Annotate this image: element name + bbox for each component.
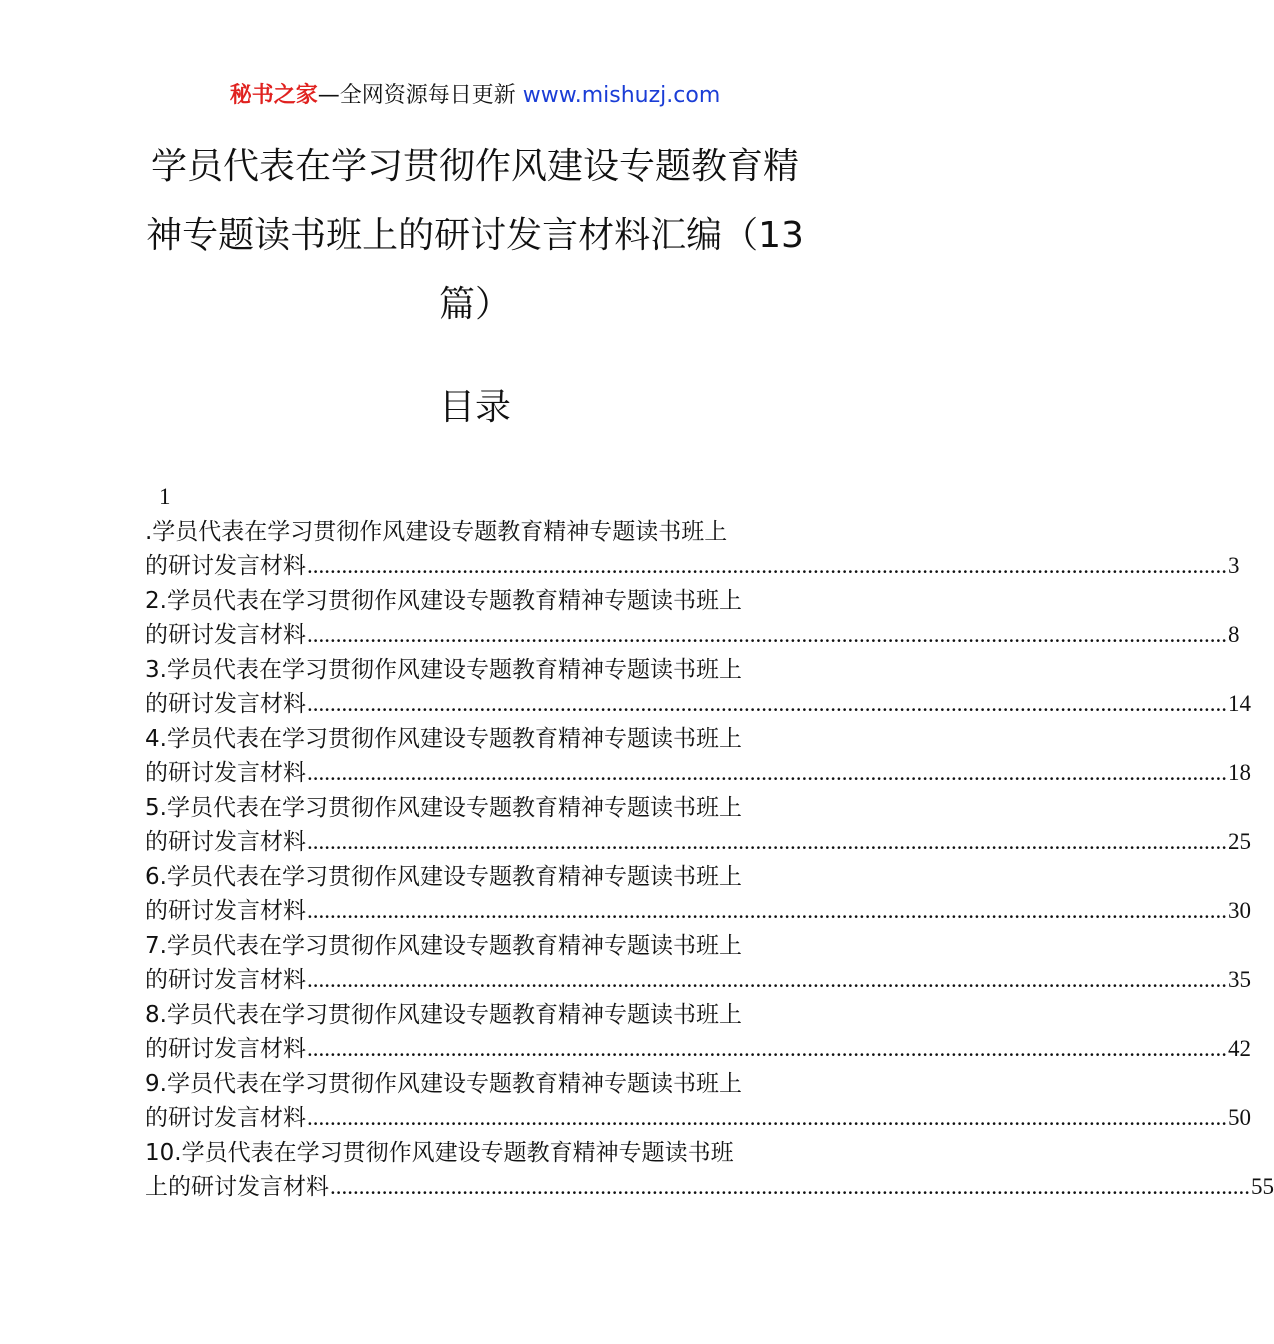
toc-entry-title-cont: 的研讨发言材料 xyxy=(145,622,306,648)
toc-entry-title-cont: 的研讨发言材料 xyxy=(145,553,306,579)
toc-entry-title-cont: 上的研讨发言材料 xyxy=(145,1174,329,1200)
toc-entry-title-cont: 的研讨发言材料 xyxy=(145,1036,306,1062)
site-header xyxy=(0,80,950,112)
toc-entry-title[interactable]: 2.学员代表在学习贯彻作风建设专题教育精神专题读书班上 xyxy=(145,587,742,614)
toc-dot-leader: ................................................................................................................................................................ xyxy=(307,622,1227,647)
toc-entry-title[interactable]: 5.学员代表在学习贯彻作风建设专题教育精神专题读书班上 xyxy=(145,794,742,821)
toc-dot-leader: ................................................................................................................................................................ xyxy=(307,1036,1227,1061)
document-title-line-2: 神专题读书班上的研讨发言材料汇编（13 xyxy=(146,215,804,256)
toc-entry-title-cont: 的研讨发言材料 xyxy=(145,691,306,717)
toc-page-number: 42 xyxy=(1228,1036,1251,1061)
toc-entry-title[interactable]: 4.学员代表在学习贯彻作风建设专题教育精神专题读书班上 xyxy=(145,725,742,752)
toc-entry-title-cont: 的研讨发言材料 xyxy=(145,1105,306,1131)
toc-page-number: 8 xyxy=(1228,622,1240,647)
header-tagline: —全网资源每日更新 xyxy=(317,83,523,108)
toc-entry-leader-line[interactable] xyxy=(145,618,1240,653)
toc-entry-title-cont: 的研讨发言材料 xyxy=(145,967,306,993)
toc-dot-leader: ................................................................................................................................................................ xyxy=(307,829,1227,854)
toc-dot-leader: ................................................................................................................................................................ xyxy=(330,1174,1250,1199)
toc-entry-title[interactable]: .学员代表在学习贯彻作风建设专题教育精神专题读书班上 xyxy=(145,518,728,545)
brand-name: 秘书之家 xyxy=(229,83,318,108)
toc-dot-leader: ................................................................................................................................................................ xyxy=(307,898,1227,923)
toc-entry-title[interactable]: 8.学员代表在学习贯彻作风建设专题教育精神专题读书班上 xyxy=(145,1001,742,1028)
toc-entry-leader-line[interactable] xyxy=(145,825,1251,860)
toc-page-number: 3 xyxy=(1228,553,1240,578)
toc-entry-leader-line[interactable] xyxy=(145,687,1251,722)
toc-page-number: 18 xyxy=(1228,760,1251,785)
toc-dot-leader: ................................................................................................................................................................ xyxy=(307,691,1227,716)
toc-entry-title[interactable]: 6.学员代表在学习贯彻作风建设专题教育精神专题读书班上 xyxy=(145,863,742,890)
toc-dot-leader: ................................................................................................................................................................ xyxy=(307,760,1227,785)
toc-heading: 目录 xyxy=(438,387,511,428)
toc-entry-title-cont: 的研讨发言材料 xyxy=(145,760,306,786)
toc-entry-title[interactable]: 7.学员代表在学习贯彻作风建设专题教育精神专题读书班上 xyxy=(145,932,742,959)
toc-entry-leader-line[interactable] xyxy=(145,894,1251,929)
toc-entry-leader-line[interactable] xyxy=(145,549,1240,584)
toc-entry-title[interactable]: 9.学员代表在学习贯彻作风建设专题教育精神专题读书班上 xyxy=(145,1070,742,1097)
document-title-line-3: 篇） xyxy=(438,284,511,325)
toc-page-number: 55 xyxy=(1251,1174,1274,1199)
toc-entry-leader-line[interactable] xyxy=(145,963,1251,998)
toc-dot-leader: ................................................................................................................................................................ xyxy=(307,1105,1227,1130)
document-title-line-1: 学员代表在学习贯彻作风建设专题教育精 xyxy=(150,146,799,187)
toc-page-number: 50 xyxy=(1228,1105,1251,1130)
toc-entry-leader-line[interactable] xyxy=(145,756,1251,791)
toc-entry-title[interactable]: 10.学员代表在学习贯彻作风建设专题教育精神专题读书班 xyxy=(145,1139,734,1166)
table-of-contents xyxy=(145,480,1274,1205)
toc-entry-leader-line[interactable] xyxy=(145,1032,1251,1067)
toc-entry-title[interactable]: 3.学员代表在学习贯彻作风建设专题教育精神专题读书班上 xyxy=(145,656,742,683)
toc-page-number: 35 xyxy=(1228,967,1251,992)
toc-entry-leader-line[interactable] xyxy=(145,1170,1274,1205)
toc-page-number: 30 xyxy=(1228,898,1251,923)
toc-entry-leader-line[interactable] xyxy=(145,1101,1251,1136)
toc-page-number: 25 xyxy=(1228,829,1251,854)
toc-dot-leader: ................................................................................................................................................................ xyxy=(307,553,1227,578)
toc-entry-title-cont: 的研讨发言材料 xyxy=(145,898,306,924)
toc-page-number: 14 xyxy=(1228,691,1251,716)
toc-entry-title-cont: 的研讨发言材料 xyxy=(145,829,306,855)
toc-first-number: 1 xyxy=(159,484,171,509)
header-url-link[interactable]: www.mishuzj.com xyxy=(522,83,721,108)
toc-dot-leader: ................................................................................................................................................................ xyxy=(307,967,1227,992)
